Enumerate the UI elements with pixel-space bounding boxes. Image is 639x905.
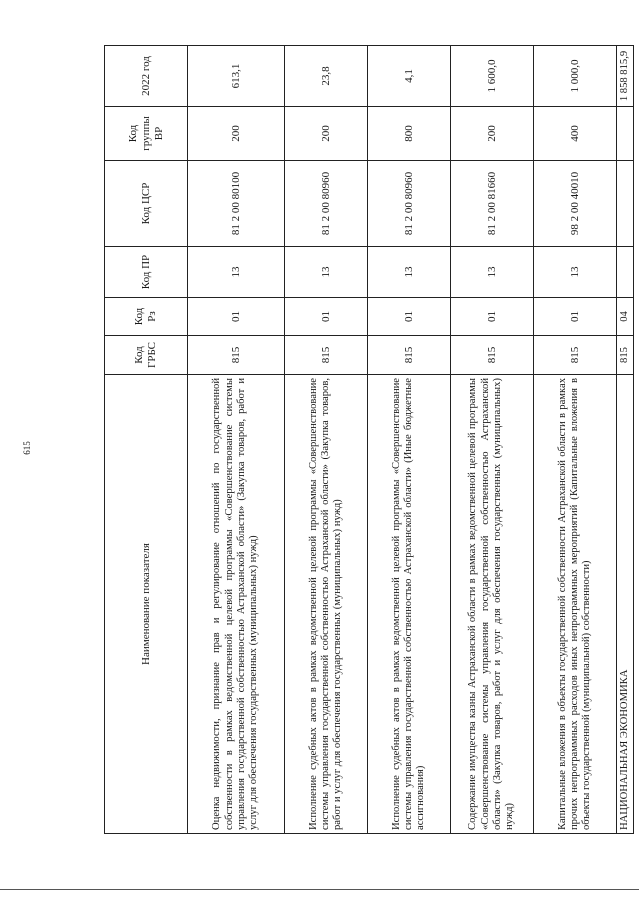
- table-row: [451, 46, 534, 834]
- row-indicator-name: Исполнение судебных актов в рамках ведомственной целевой программы «Совершенствование системы управления государственной собственностью Астраханской области» (Иные бюджетные ассигнования): [368, 375, 451, 834]
- row-value-2022: 4,1: [368, 46, 451, 107]
- header-year-2022: 2022 год: [105, 46, 188, 107]
- row-value-2022: 23,8: [285, 46, 368, 107]
- row-value-2022: 1 000,0: [534, 46, 617, 107]
- row-rz-code: 01: [534, 298, 617, 336]
- row-value-2022: 1 600,0: [451, 46, 534, 107]
- table-row: [534, 46, 617, 834]
- row-csr-code: 81 2 00 80100: [188, 161, 285, 247]
- summary-value-2022: 1 858 815,9: [617, 46, 634, 107]
- row-vr-code: 400: [534, 107, 617, 161]
- row-grbs-code: 815: [285, 336, 368, 375]
- row-grbs-code: 815: [451, 336, 534, 375]
- row-vr-code: 200: [285, 107, 368, 161]
- rotated-table-container: [104, 46, 631, 834]
- summary-grbs-code: 815: [617, 336, 634, 375]
- row-csr-code: 81 2 00 80960: [285, 161, 368, 247]
- summary-csr-code: [617, 161, 634, 247]
- header-pr-code: Код ПР: [105, 247, 188, 298]
- row-pr-code: 13: [285, 247, 368, 298]
- table-header-row: [105, 46, 188, 834]
- row-rz-code: 01: [451, 298, 534, 336]
- summary-pr-code: [617, 247, 634, 298]
- row-indicator-name: Капитальные вложения в объекты государственной собственности Астраханской области в рамках прочих непрограммных расходов иных непрограммных мероприятий (Капитальные вложения в объекты государственной (муниципальной) собственности): [534, 375, 617, 834]
- header-rz-code: Код Рз: [105, 298, 188, 336]
- row-pr-code: 13: [451, 247, 534, 298]
- row-csr-code: 98 2 00 40010: [534, 161, 617, 247]
- row-csr-code: 81 2 00 80960: [368, 161, 451, 247]
- header-indicator-name: Наименование показателя: [105, 375, 188, 834]
- row-pr-code: 13: [534, 247, 617, 298]
- table-row: [188, 46, 285, 834]
- summary-row: [617, 46, 634, 834]
- header-grbs-code: Код ГРБС: [105, 336, 188, 375]
- row-value-2022: 613,1: [188, 46, 285, 107]
- summary-vr-code: [617, 107, 634, 161]
- row-vr-code: 200: [451, 107, 534, 161]
- row-rz-code: 01: [368, 298, 451, 336]
- summary-rz-code: 04: [617, 298, 634, 336]
- row-indicator-name: Оценка недвижимости, признание прав и регулирование отношений по государственной собственности в рамках ведомственной целевой программы «Совершенствование системы управления государственной собственностью Астраханской области» (Закупка товаров, работ и услуг для обеспечения государственных (муниципальных) нужд): [188, 375, 285, 834]
- row-pr-code: 13: [188, 247, 285, 298]
- summary-section-name: НАЦИОНАЛЬНАЯ ЭКОНОМИКА: [617, 375, 634, 834]
- header-csr-code: Код ЦСР: [105, 161, 188, 247]
- page-number: 615: [21, 441, 32, 455]
- row-rz-code: 01: [188, 298, 285, 336]
- row-vr-code: 800: [368, 107, 451, 161]
- header-vr-group-code: Код группы ВР: [105, 107, 188, 161]
- row-vr-code: 200: [188, 107, 285, 161]
- table-row: [368, 46, 451, 834]
- row-grbs-code: 815: [534, 336, 617, 375]
- row-csr-code: 81 2 00 81660: [451, 161, 534, 247]
- row-grbs-code: 815: [188, 336, 285, 375]
- row-indicator-name: Исполнение судебных актов в рамках ведомственной целевой программы «Совершенствование системы управления государственной собственностью Астраханской области» (Закупка товаров, работ и услуг для обеспечения государственных (муниципальных) нужд): [285, 375, 368, 834]
- row-pr-code: 13: [368, 247, 451, 298]
- row-rz-code: 01: [285, 298, 368, 336]
- row-grbs-code: 815: [368, 336, 451, 375]
- row-indicator-name: Содержание имущества казны Астраханской области в рамках ведомственной целевой программы «Совершенствование системы управления государственной собственностью Астраханской области» (Закупка товаров, работ и услуг для обеспечения государственных (муниципальных) нужд): [451, 375, 534, 834]
- budget-table: [104, 45, 634, 834]
- table-row: [285, 46, 368, 834]
- bottom-divider: [0, 889, 639, 890]
